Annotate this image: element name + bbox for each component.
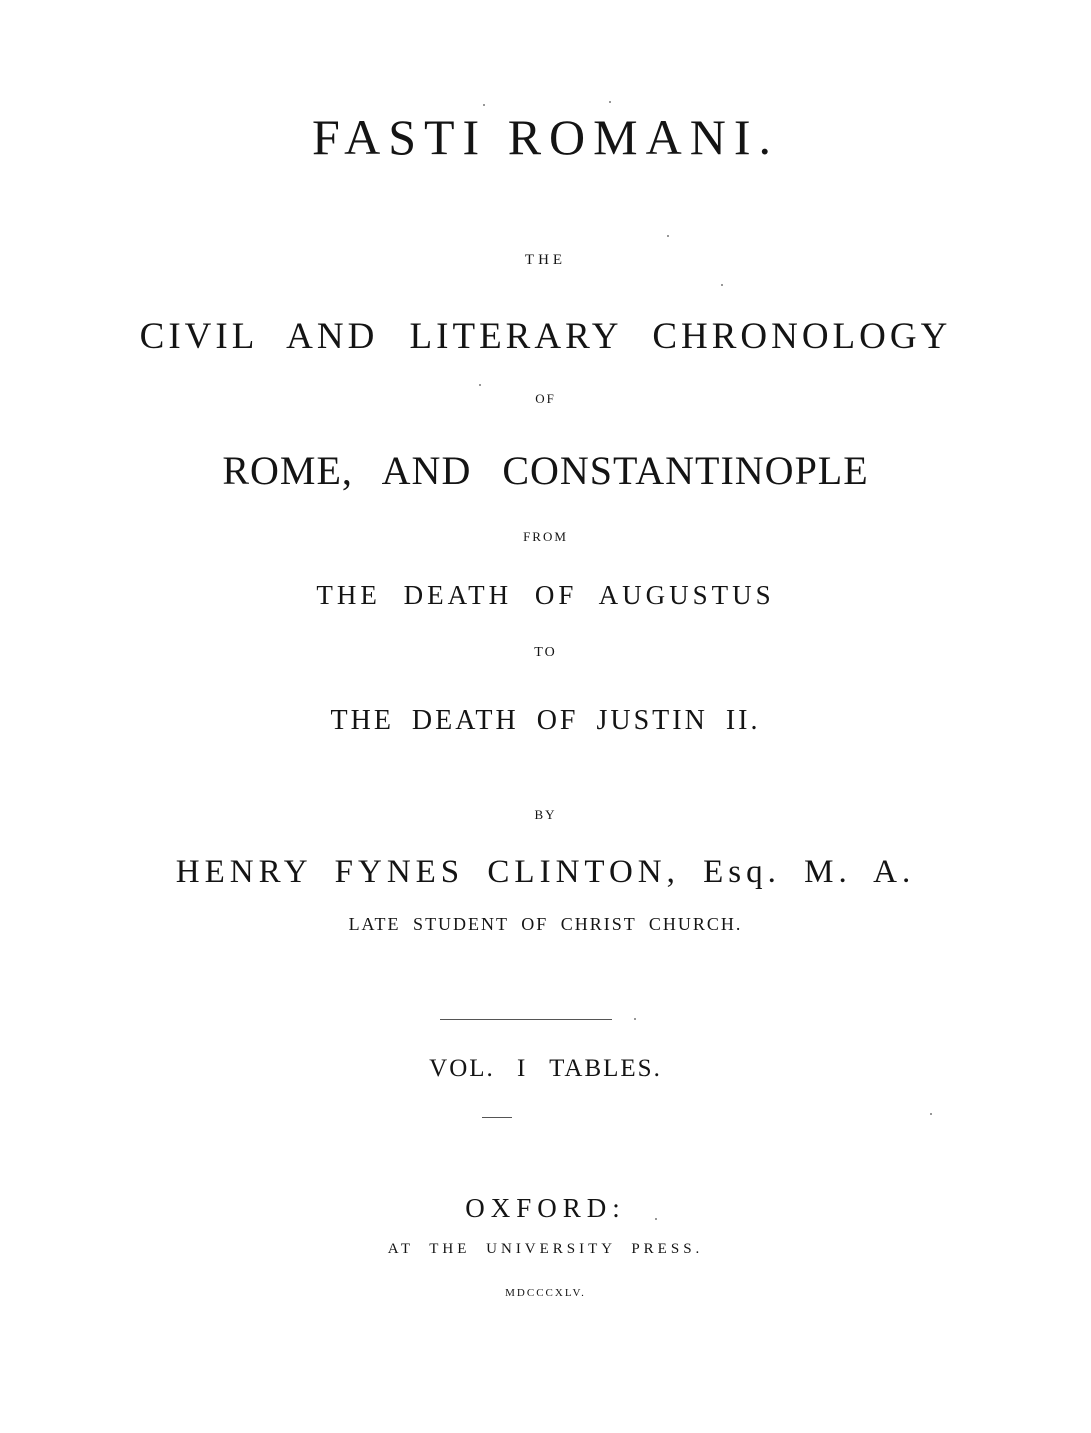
subject-heading: CIVIL AND LITERARY CHRONOLOGY [139,316,952,357]
period-start: THE DEATH OF AUGUSTUS [316,580,775,610]
print-speck [479,384,481,386]
imprint-city: OXFORD: [465,1193,626,1223]
top-divider-rule [440,1019,612,1020]
connector-the: THE [524,252,567,268]
imprint-year: MDCCCXLV. [505,1287,586,1299]
print-speck [483,104,485,106]
print-speck [655,1218,657,1220]
volume-label: VOL. I TABLES. [429,1055,662,1082]
connector-by: BY [534,807,557,822]
connector-from: FROM [523,529,568,544]
places-heading: ROME, AND CONSTANTINOPLE [222,448,869,493]
print-speck [609,101,611,103]
author-affiliation: LATE STUDENT OF CHRIST CHURCH. [348,914,743,934]
print-speck [667,235,669,237]
imprint-press: AT THE UNIVERSITY PRESS. [387,1241,704,1257]
print-speck [721,284,723,286]
connector-to: TO [534,645,557,660]
author-name: HENRY FYNES CLINTON, Esq. M. A. [175,854,916,890]
print-speck [634,1018,636,1020]
bottom-divider-rule [482,1117,512,1118]
print-speck [930,1113,932,1115]
main-title: FASTI ROMANI. [312,109,779,165]
period-end: THE DEATH OF JUSTIN II. [330,705,761,736]
connector-of: OF [535,391,556,406]
